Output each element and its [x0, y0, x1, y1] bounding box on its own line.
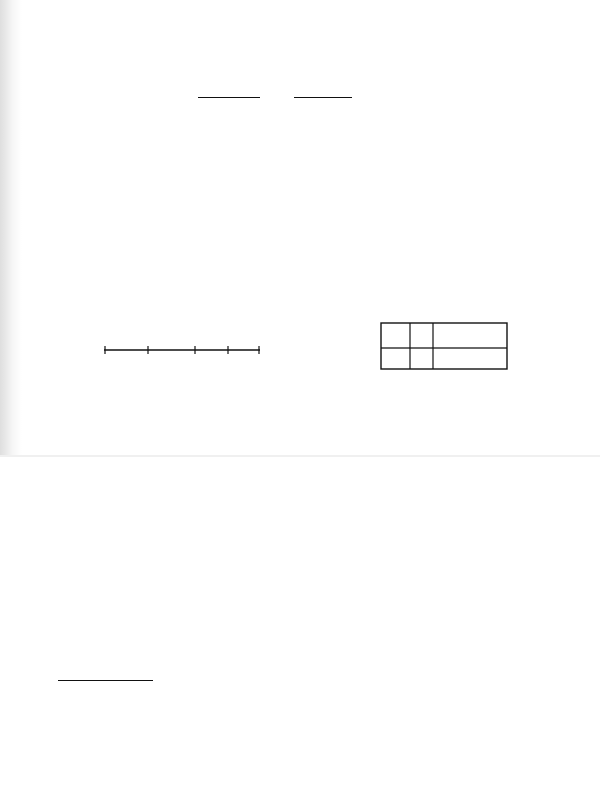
- score-blank: [294, 83, 352, 98]
- matchstick-digits: [148, 700, 480, 748]
- name-score-line: [198, 83, 352, 100]
- page-shadow: [0, 0, 22, 455]
- segment-figure: [100, 343, 265, 357]
- q5-line2: [58, 666, 153, 683]
- page-divider: [0, 455, 600, 457]
- name-blank: [198, 83, 260, 98]
- rectangle-figure: [380, 322, 510, 372]
- q5-blank: [58, 666, 153, 681]
